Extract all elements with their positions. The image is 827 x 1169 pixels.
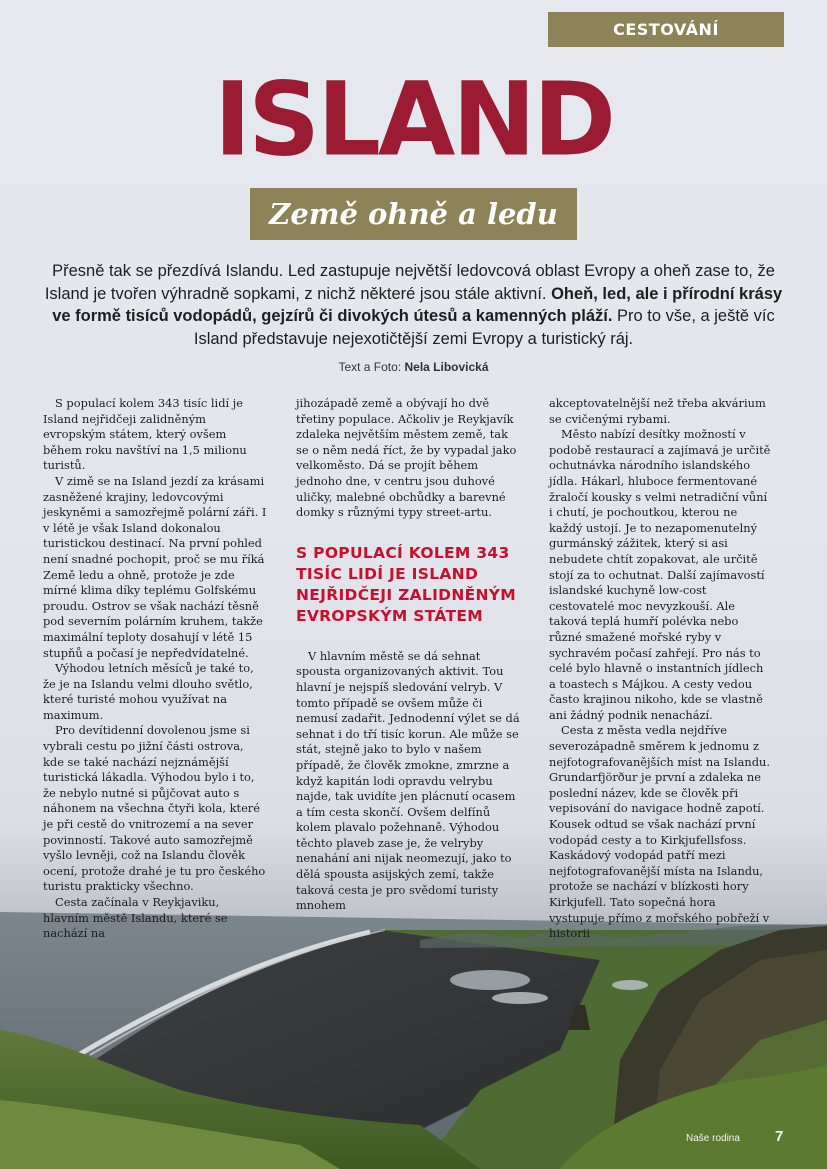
pull-quote: S POPULACÍ KOLEM 343 TISÍC LIDÍ JE ISLAND NEJŘIDČEJI ZALIDNĚNÝM EVROPSKÝM STÁTEM: [296, 543, 517, 625]
lead-paragraph: [40, 260, 787, 350]
body-paragraph: jihozápadě země a obývají ho dvě třetiny populace. Ačkoliv je Reykjavík zdaleka největším městem země, tak se o něm nedá říct, že by vypadal jako velkoměsto. Dá se projít během jednoho dne, v centru jsou duhové uličky, malebné obchůdky a barevné domky s různými typy street-artu.: [296, 396, 517, 520]
page-number: 7: [775, 1128, 784, 1145]
body-paragraph: akceptovatelnější než třeba akvárium se cvičenými rybami.: [549, 396, 766, 426]
body-paragraph: Výhodou letních měsíců je také to, že je na Islandu velmi dlouho světlo, které turisté mohou využívat na maximum.: [43, 661, 254, 722]
lead-text-2: Pro to vše, a ještě víc Island představuje nejexotičtější zemi Evropy a turistický ráj.: [193, 307, 775, 348]
subtitle-text: Země ohně a ledu: [269, 197, 558, 231]
body-paragraph: V hlavním městě se dá sehnat spousta organizovaných aktivit. Tou hlavní je nejspíš sledování velryb. V tomto případě se ovšem může či nemusí zadařit. Jednodenní výlet se dá sehnat i do tří tisíc korun. Ale může se stát, stejně jako to bylo v našem případě, že člověk zmokne, zmrzne a když kapitán lodi opravdu velrybu najde, tak uvidíte jen plácnutí ocasem a tím cesta skončí. Ovšem delfínů kolem plavalo požehnaně. Výhodou těchto plaveb zase je, že velryby nenahání ani nijak neomezují, jako to dělá spousta asijských zemí, takže taková cesta je pro svědomí turisty mnohem: [296, 648, 520, 913]
body-paragraph: Město nabízí desítky možností v podobě restaurací a zajímavá je určitě ochutnávka národního islandského jídla. Hákarl, hluboce fermentované žraločí kousky s velmi netradiční vůní i chutí, je pochoutkou, kterou ne každý ustojí. Je to nezapomenutelný gurmánský zážitek, který si asi nebudete chtít zopakovat, ale určitě stojí za to ochutnat. Další zajímavostí islandské kuchyně low-cost cestovatelé moc nevyzkouší. Ale taková teplá humří polévka nebo různé smažené mořské ryby v sychravém počasí zahřejí. Pro nás to celé bylo hlavně o instantních jídlech a toastech s Májkou. A cesty vedou často krajinou nikoho, kde se vlastně ani žádný podnik nenachází.: [549, 427, 771, 722]
credit-label: Text a Foto:: [338, 360, 405, 374]
article-title: ISLAND: [213, 59, 614, 180]
section-tag: CESTOVÁNÍ: [548, 12, 784, 47]
body-paragraph: Pro devítidenní dovolenou jsme si vybrali cestu po jižní části ostrova, kde se také nachází nejznámější turistická lákadla. Výhodou bylo i to, že nebylo nutné si půjčovat auto s náhonem na všechna čtyři kola, které je při cestě do vnitrozemí a na sever povinností. Takové auto samozřejmě vyšlo levněji, což na Islandu člověk ocení, protože drahé je tu pro českého turistu prakticky všechno.: [43, 723, 266, 894]
text-column-3: [549, 396, 773, 942]
text-column-2: [296, 396, 520, 914]
article-subtitle: [250, 188, 577, 240]
body-paragraph: S populací kolem 343 tisíc lidí je Island nejřidčeji zalidněným evropským státem, který ovšem během roku navštíví na 1,5 milionu turistů.: [43, 396, 247, 473]
body-paragraph: Cesta z města vedla nejdříve severozápadně směrem k jednomu z nejfotografovanějších míst na Islandu. Grundarfjörður je první a zdaleka ne poslední název, kde se člověk při vepisování do navigace hodně zapotí. Kousek odtud se však nachází první vodopád cesty a to Kirkjufellsfoss. Kaskádový vodopád patří mezi nejfotografovanější místa na Islandu, protože se nachází v blízkosti hory Kirkjufell. Tato sopečná hora vystupuje přímo z mořského pobřeží v historii: [549, 723, 770, 941]
body-paragraph: V zimě se na Island jezdí za krásami zasněžené krajiny, ledovcovými jeskyněmi a samozřejmě polární záři. I v létě je však Island dokonalou turistickou destinací. Na první pohled není snadné pochopit, proč se mu říká Země ledu a ohně, protože je zde mírné klima díky teplému Golfskému proudu. Ostrov se však nachází těsně pod severním polárním kruhem, takže maximální teploty dosahují v létě 15 stupňů a počasí je nepředvídatelné.: [43, 473, 267, 660]
credit-author: Nela Libovická: [404, 360, 489, 374]
lead-text-bold: Oheň, led, ale i přírodní krásy ve formě tisíců vodopádů, gejzírů či divokých útesů a kamenných pláží.: [52, 284, 783, 325]
text-column-1: [43, 396, 267, 942]
body-paragraph: Cesta začínala v Reykjaviku, hlavním městě Islandu, které se nachází na: [43, 895, 228, 941]
lead-text-1: Přesně tak se přezdívá Islandu. Led zastupuje největší ledovcová oblast Evropy a oheň zase to, že Island je tvořen výhradně sopkami, z nichž některé jsou stále aktivní.: [44, 262, 775, 303]
magazine-name: Naše rodina: [686, 1133, 740, 1144]
author-credit: [0, 360, 827, 374]
